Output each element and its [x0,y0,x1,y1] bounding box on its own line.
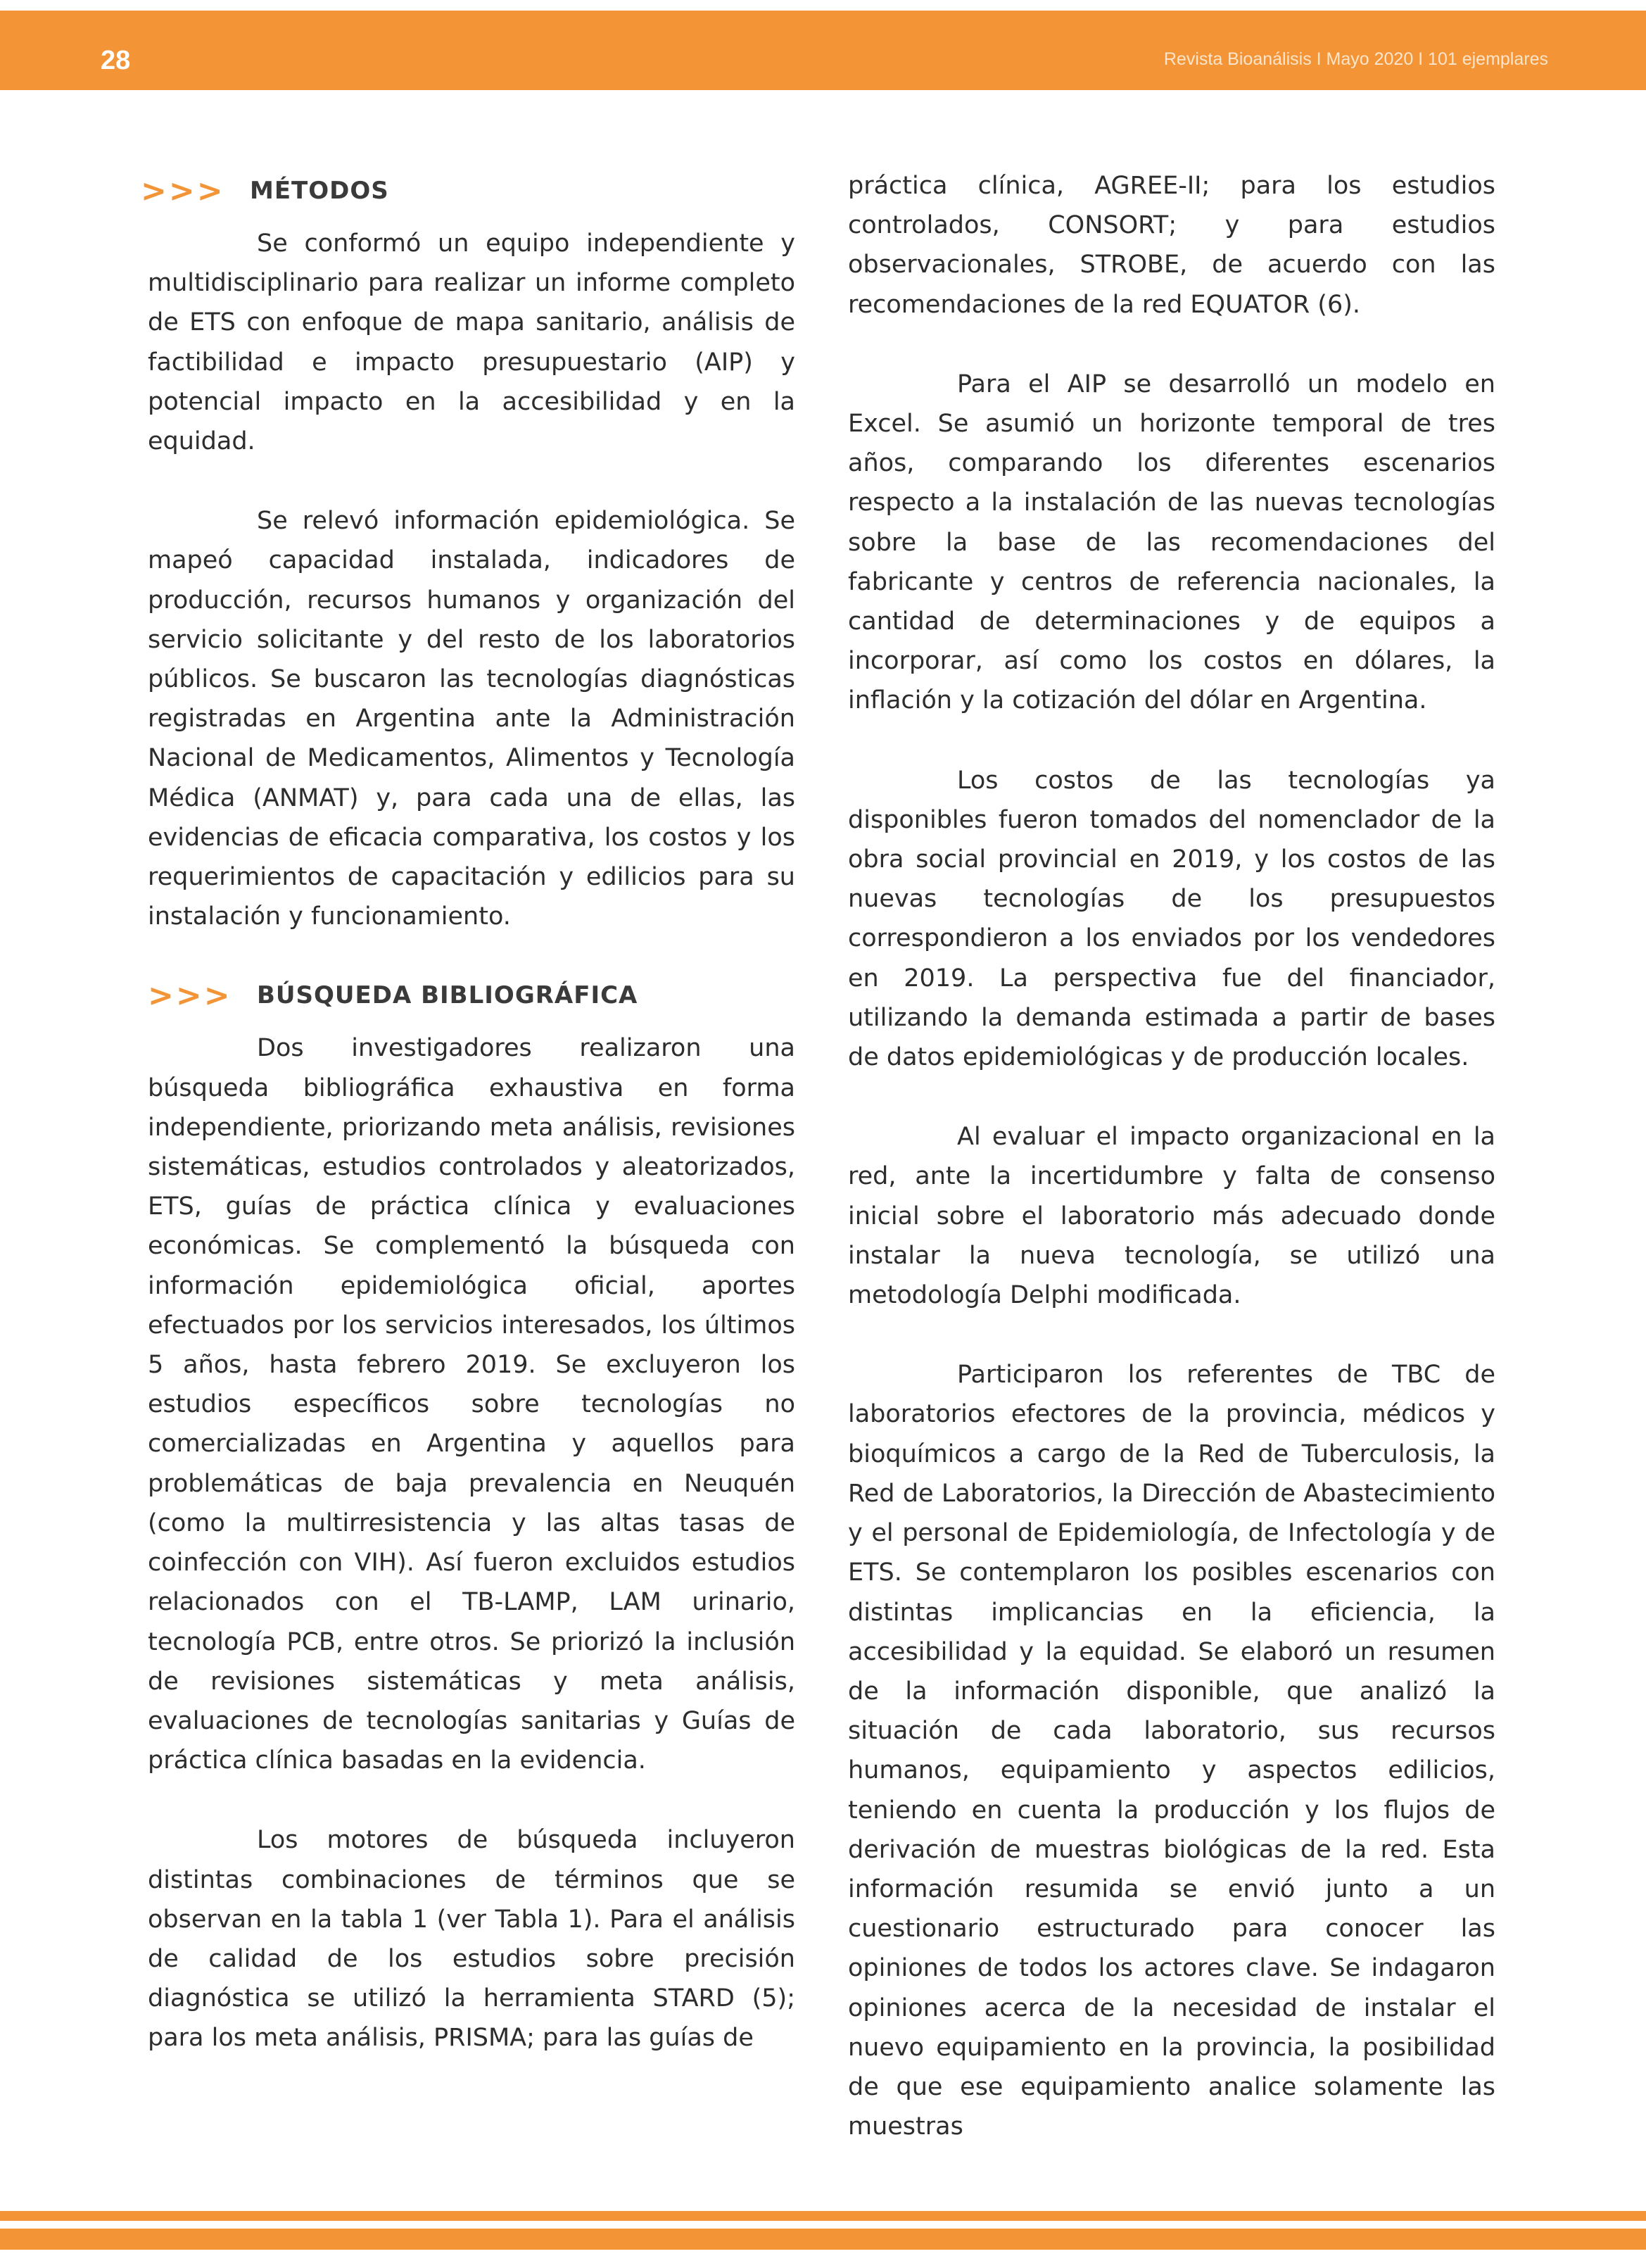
header-bar [0,11,1646,90]
footer-rule [0,2211,1646,2221]
chevron-right-icon: >>> [148,977,232,1014]
paragraph-continuation: práctica clínica, AGREE-II; para los estudios controlados, CONSORT; y para estudios observacionales, STROBE, de acuerdo con las recomendaciones de la red EQUATOR (6). [848,172,1495,319]
paragraph: Dos investigadores realizaron una búsqueda bibliográfica exhaustiva en forma independiente, priorizando meta análisis, revisiones sistemáticas, estudios controlados y aleatorizados, ETS, guías de práctica clínica y evaluaciones económicas. Se complementó la búsqueda con información epidemiológica oficial, aportes efectuados por los servicios interesados, los últimos 5 años, hasta febrero 2019. Se excluyeron los estudios específicos sobre tecnologías no comercializadas en Argentina y aquellos para problemáticas de baja prevalencia en Neuquén (como la multirresistencia y las altas tasas de coinfección con VIH). Así fueron excluidos estudios relacionados con el TB-LAMP, LAM urinario, tecnología PCB, entre otros. Se priorizó la inclusión de revisiones sistemáticas y meta análisis, evaluaciones de tecnologías sanitarias y Guías de práctica clínica basadas en la evidencia. [148,1034,795,1775]
chevron-right-icon: >>> [141,172,225,209]
paragraph: Al evaluar el impacto organizacional en la red, ante la incertidumbre y falta de consenso inicial sobre el laboratorio más adecuado donde instalar la nueva tecnología, se utilizó una metodología Delphi modificada. [848,1123,1495,1310]
right-column-content [848,166,1495,2146]
paragraph: Los motores de búsqueda incluyeron distintas combinaciones de términos que se observan en la tabla 1 (ver Tabla 1). Para el análisis de calidad de los estudios sobre precisión diagnóstica se utilizó la herramienta STARD (5); para los meta análisis, PRISMA; para las guías de [148,1826,795,2053]
section-heading-metodos [141,166,795,215]
paragraph: Se conformó un equipo independiente y multidisciplinario para realizar un informe completo de ETS con enfoque de mapa sanitario, análisis de factibilidad e impacto presupuestario (AIP) y potencial impacto en la accesibilidad y en la equidad. [148,229,795,456]
paragraph: Se relevó información epidemiológica. Se mapeó capacidad instalada, indicadores de producción, recursos humanos y organización del servicio solicitante y del resto de los laboratorios públicos. Se buscaron las tecnologías diagnósticas registradas en Argentina ante la Administración Nacional de Medicamentos, Alimentos y Tecnología Médica (ANMAT) y, para cada una de ellas, las evidencias de eficacia comparativa, los costos y los requerimientos de capacitación y edilicios para su instalación y funcionamiento. [148,507,795,931]
section-title: MÉTODOS [250,177,389,205]
paragraph: Los costos de las tecnologías ya disponibles fueron tomados del nomenclador de la obra social provincial en 2019, y los costos de las nuevas tecnologías de los presupuestos correspondieron a los enviados por los vendedores en 2019. La perspectiva fue del financiador, utilizando la demanda estimada a partir de bases de datos epidemiológicas y de producción locales. [848,766,1495,1072]
paragraph: Para el AIP se desarrolló un modelo en Excel. Se asumió un horizonte temporal de tres años, comparando los diferentes escenarios respecto a la instalación de las nuevas tecnologías sobre la base de las recomendaciones del fabricante y centros de referencia nacionales, la cantidad de determinaciones y de equipos a incorporar, así como los costos en dólares, la inflación y la cotización del dólar en Argentina. [848,370,1495,715]
section-title: BÚSQUEDA BIBLIOGRÁFICA [257,981,638,1010]
left-column [141,166,795,2058]
running-head: Revista Bioanálisis I Mayo 2020 I 101 ejemplares [1163,49,1548,69]
footer-bar [0,2229,1646,2250]
section-heading-busqueda [148,971,795,1020]
paragraph: Participaron los referentes de TBC de laboratorios efectores de la provincia, médicos y bioquímicos a cargo de la Red de Tuberculosis, la Red de Laboratorios, la Dirección de Abastecimiento y el personal de Epidemiología, de Infectología y de ETS. Se contemplaron los posibles escenarios con distintas implicancias en la eficiencia, la accesibilidad y la equidad. Se elaboró un resumen de la información disponible, que analizó la situación de cada laboratorio, sus recursos humanos, equipamiento y aspectos edilicios, teniendo en cuenta la producción y los flujos de derivación de muestras biológicas de la red. Esta información resumida se envió junto a un cuestionario estructurado para conocer las opiniones de todos los actores clave. Se indagaron opiniones acerca de la necesidad de instalar el nuevo equipamiento en la provincia, la posibilidad de que ese equipamiento analice solamente las muestras [848,1361,1495,2141]
page-number: 28 [101,46,131,75]
